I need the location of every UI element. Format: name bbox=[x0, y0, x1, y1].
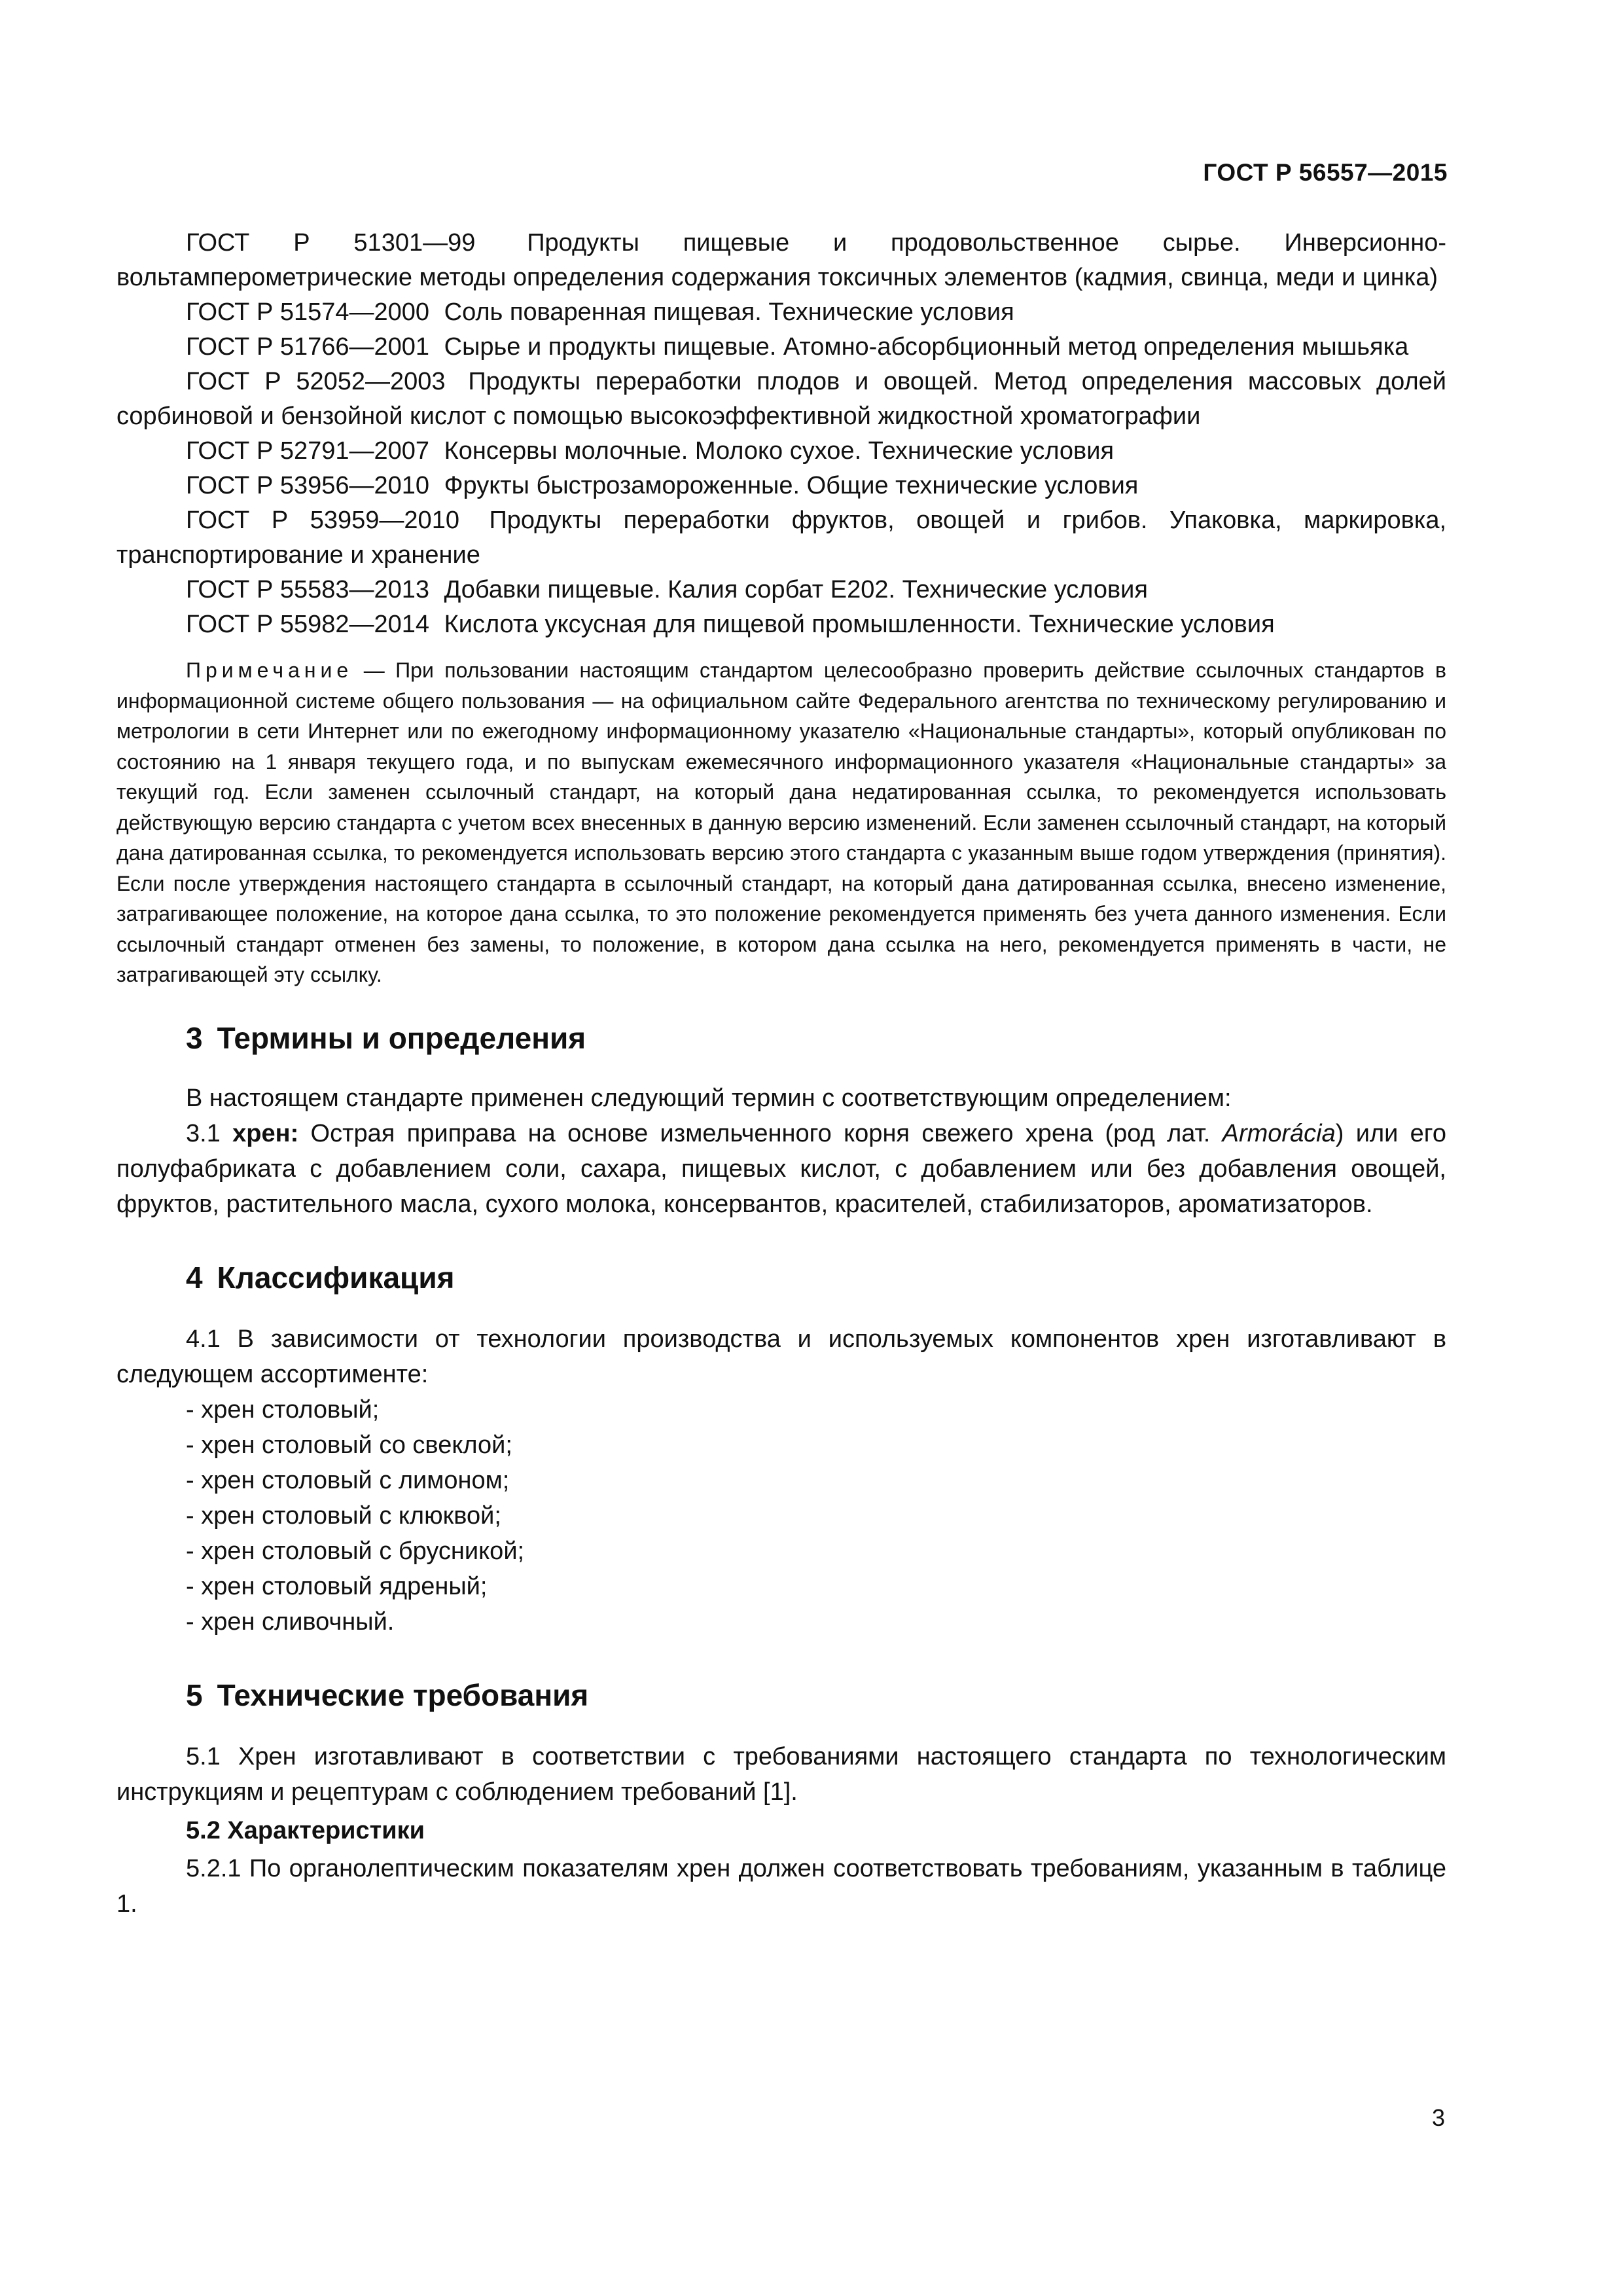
list-item: - хрен столовый с брусникой; bbox=[186, 1537, 525, 1565]
reference-code: ГОСТ Р 51766—2001 bbox=[186, 333, 430, 361]
section-title: Технические требования bbox=[217, 1677, 589, 1712]
paragraph-5-2-1: 5.2.1 По органолептическим показателям хрен должен соответствовать требованиям, указанным в таблице 1. bbox=[116, 1854, 1446, 1918]
reference-code: ГОСТ Р 51574—2000 bbox=[186, 298, 430, 326]
reference-item bbox=[116, 573, 1446, 607]
reference-item bbox=[116, 607, 1446, 642]
term-number: 3.1 bbox=[186, 1119, 221, 1147]
reference-title: Фрукты быстрозамороженные. Общие технические условия bbox=[444, 472, 1139, 499]
list-item: - хрен столовый со свеклой; bbox=[186, 1431, 512, 1459]
reference-code: ГОСТ Р 52052—2003 bbox=[186, 368, 446, 395]
reference-item bbox=[116, 434, 1446, 469]
term-name: хрен: bbox=[232, 1119, 299, 1147]
reference-code: ГОСТ Р 55982—2014 bbox=[186, 611, 430, 638]
list-item: - хрен сливочный. bbox=[186, 1607, 395, 1636]
reference-item bbox=[116, 295, 1446, 330]
reference-code: ГОСТ Р 52791—2007 bbox=[186, 437, 430, 465]
section-title: Термины и определения bbox=[217, 1020, 586, 1055]
list-item: - хрен столовый; bbox=[186, 1395, 380, 1424]
section-4-heading bbox=[116, 1260, 1446, 1295]
paragraph-5-1: 5.1 Хрен изготавливают в соответствии с требованиями настоящего стандарта по технологическим инструкциям и рецептурам с соблюдением требований [1]. bbox=[116, 1742, 1446, 1806]
section-number: 5 bbox=[186, 1677, 203, 1712]
list-item: - хрен столовый ядреный; bbox=[186, 1572, 488, 1600]
reference-code: ГОСТ Р 51301—99 bbox=[186, 229, 476, 257]
page-number: 3 bbox=[1431, 2104, 1445, 2131]
term-definition bbox=[116, 1116, 1446, 1222]
reference-item bbox=[116, 330, 1446, 365]
reference-title: Добавки пищевые. Калия сорбат Е202. Технические условия bbox=[444, 576, 1148, 603]
section-title: Классификация bbox=[217, 1260, 455, 1295]
note-label: Примечание bbox=[186, 658, 353, 682]
assortment-list bbox=[116, 1392, 1446, 1640]
reference-item bbox=[116, 503, 1446, 573]
reference-item bbox=[116, 365, 1446, 434]
section-number: 4 bbox=[186, 1260, 203, 1295]
section-4-intro: 4.1 В зависимости от технологии производства и используемых компонентов хрен изготавливают в следующем ассортименте: bbox=[116, 1325, 1446, 1388]
subsection-5-2-heading: 5.2 Характеристики bbox=[186, 1816, 425, 1844]
reference-code: ГОСТ Р 55583—2013 bbox=[186, 576, 430, 603]
list-item: - хрен столовый с клюквой; bbox=[186, 1501, 501, 1530]
list-item: - хрен столовый с лимоном; bbox=[186, 1466, 510, 1494]
definition-end: ) или его полуфабриката с добавлением соли, сахара, пищевых кислот, с добавлением или без добавления овощей, фруктов, растительного масла, сухого молока, консервантов, красителей, стабилизаторов, ароматизаторов. bbox=[116, 1119, 1446, 1218]
page-content bbox=[116, 226, 1446, 1922]
reference-code: ГОСТ Р 53959—2010 bbox=[186, 507, 459, 534]
section-number: 3 bbox=[186, 1020, 203, 1055]
reference-title: Соль поваренная пищевая. Технические условия bbox=[444, 298, 1014, 326]
section-3-heading bbox=[116, 1020, 1446, 1056]
reference-title: Консервы молочные. Молоко сухое. Технические условия bbox=[444, 437, 1115, 465]
reference-code: ГОСТ Р 53956—2010 bbox=[186, 472, 430, 499]
section-5-heading bbox=[116, 1677, 1446, 1713]
reference-title: Продукты переработки фруктов, овощей и грибов. Упаковка, маркировка, транспортирование и хранение bbox=[116, 507, 1447, 569]
reference-title: Продукты переработки плодов и овощей. Метод определения массовых долей сорбиновой и бензойной кислот с помощью высокоэффективной жидкостной хроматографии bbox=[116, 368, 1446, 430]
definition-start: Острая приправа на основе измельченного корня свежего хрена (род лат. bbox=[310, 1119, 1211, 1147]
reference-title: Продукты пищевые и продовольственное сырье. Инверсионно-вольтамперометрические методы определения содержания токсичных элементов (кадмия, свинца, меди и цинка) bbox=[116, 229, 1446, 291]
latin-name: Armorácia bbox=[1222, 1119, 1336, 1147]
standard-code-header: ГОСТ Р 56557—2015 bbox=[1203, 159, 1448, 186]
reference-item bbox=[116, 469, 1446, 503]
reference-title: Сырье и продукты пищевые. Атомно-абсорбционный метод определения мышьяка bbox=[444, 333, 1409, 361]
reference-item bbox=[116, 226, 1446, 295]
reference-title: Кислота уксусная для пищевой промышленности. Технические условия bbox=[444, 611, 1275, 638]
references-note bbox=[116, 655, 1446, 990]
references-list bbox=[116, 226, 1446, 642]
note-text: — При пользовании настоящим стандартом целесообразно проверить действие ссылочных стандартов в информационной системе общего пользования — на официальном сайте Федерального агентства по техническому регулированию и метрологии в сети Интернет или по ежегодному информационному указателю «Национальные стандарты», который опубликован по состоянию на 1 января текущего года, и по выпускам ежемесячного информационного указателя «Национальные стандарты» за текущий год. Если заменен ссылочный стандарт, на который дана недатированная ссылка, то рекомендуется использовать действующую версию стандарта с учетом всех внесенных в данную версию изменений. Если заменен ссылочный стандарт, на который дана датированная ссылка, то рекомендуется использовать версию этого стандарта с указанным выше годом утверждения (принятия). Если после утверждения настоящего стандарта в ссылочный стандарт, на который дана датированная ссылка, внесено изменение, затрагивающее положение, на которое дана ссылка, то это положение рекомендуется применять без учета данного изменения. Если ссылочный стандарт отменен без замены, то положение, в котором дана ссылка на него, рекомендуется применять в части, не затрагивающей эту ссылку. bbox=[116, 658, 1447, 986]
section-3-intro: В настоящем стандарте применен следующий термин с соответствующим определением: bbox=[186, 1084, 1232, 1112]
